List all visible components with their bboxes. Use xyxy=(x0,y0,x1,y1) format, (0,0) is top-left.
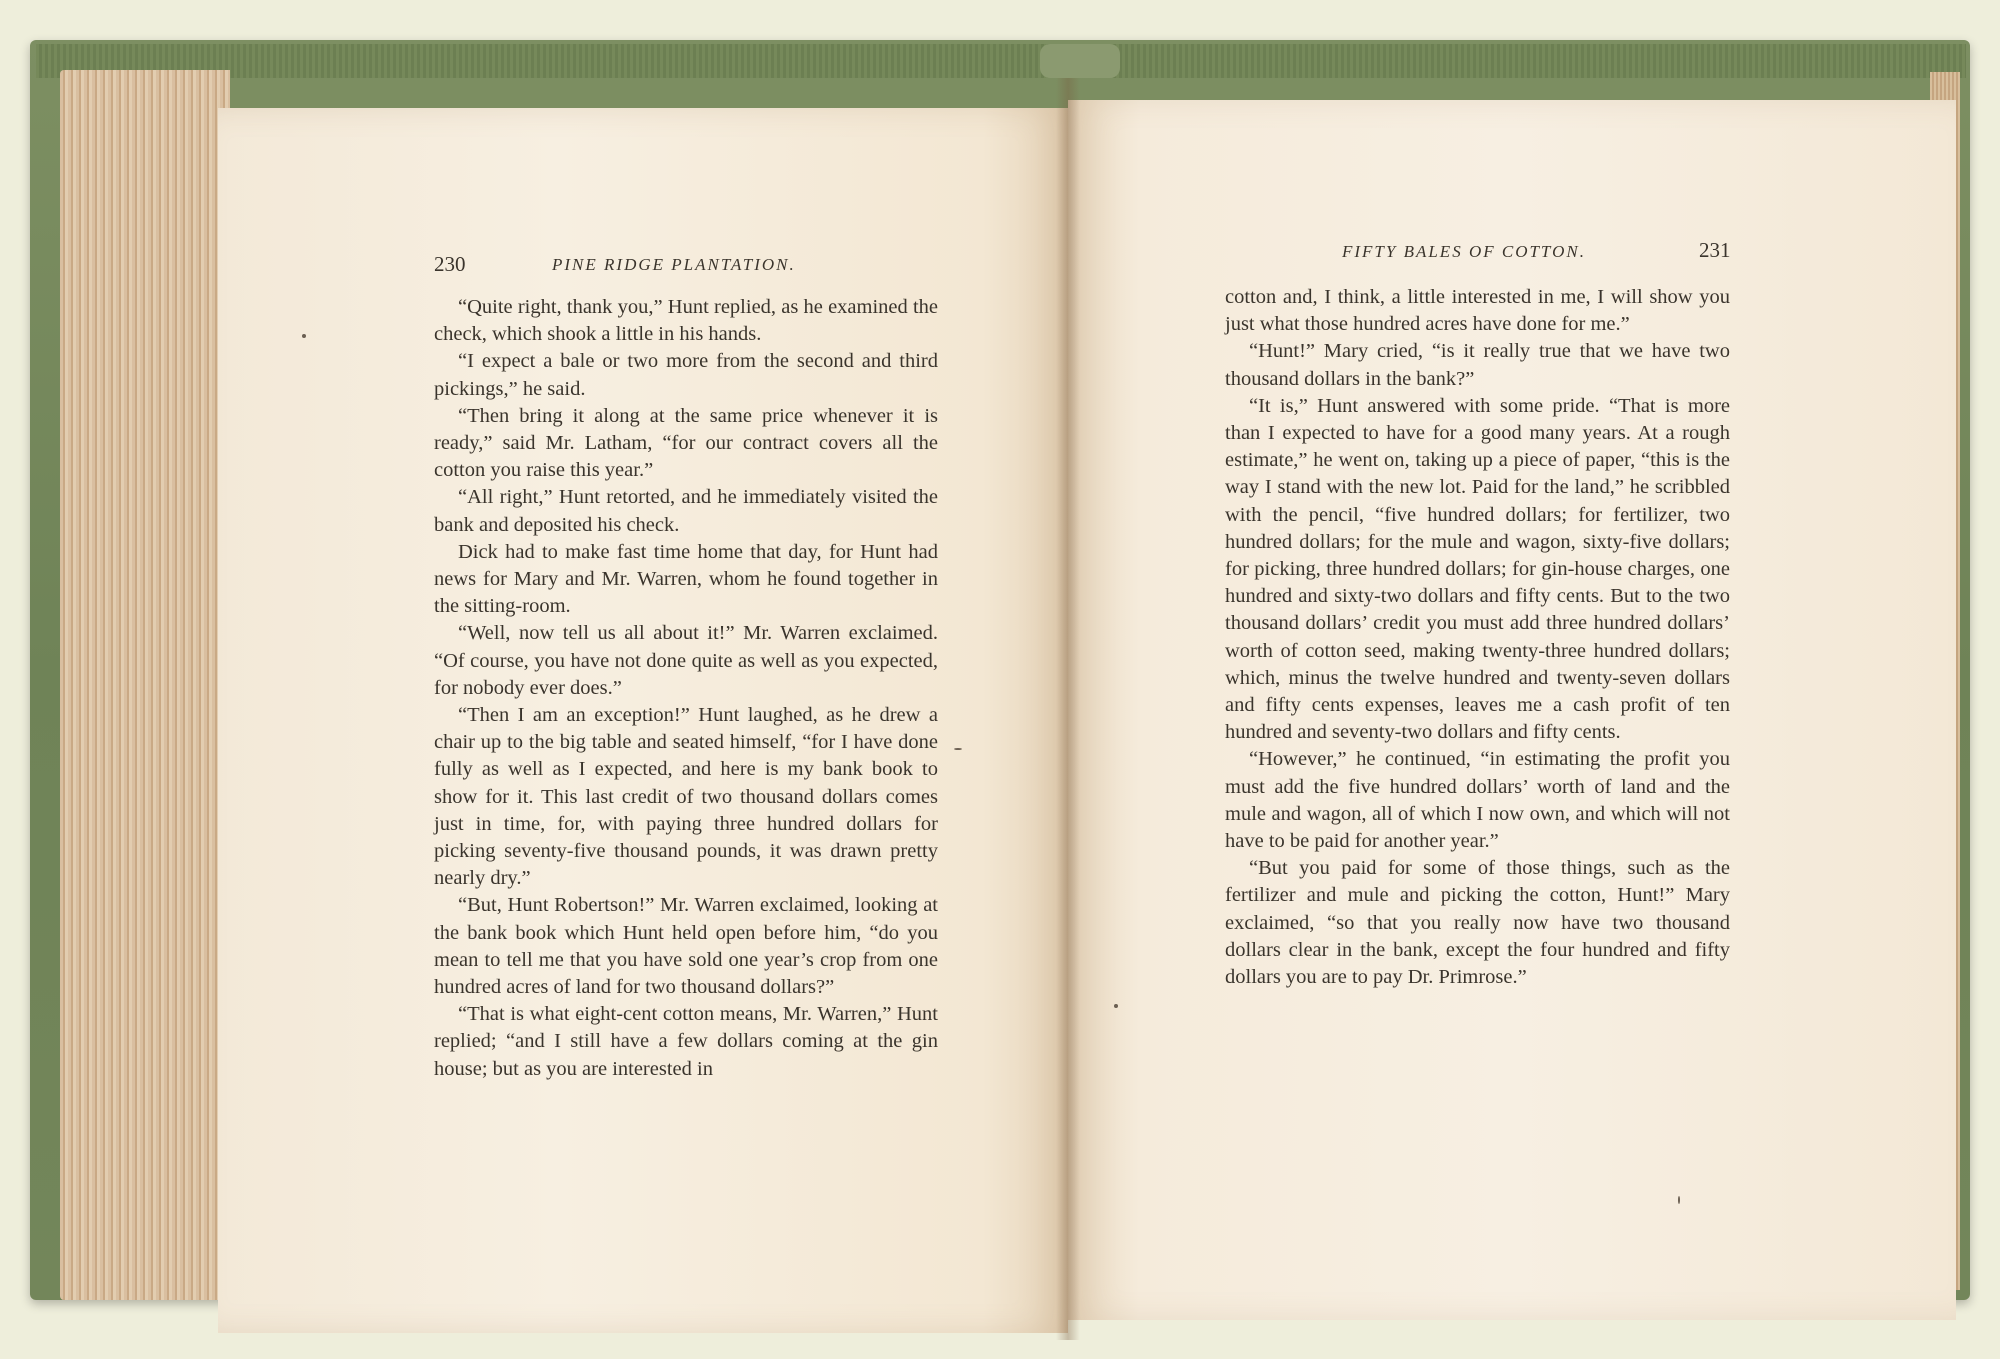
paragraph: “Hunt!” Mary cried, “is it really true that we have two thousand dollars in the bank?” xyxy=(1225,340,1730,390)
paragraph: “I expect a bale or two more from the second and third pickings,” he said. xyxy=(434,350,938,400)
cover-cloth-top xyxy=(36,44,1966,78)
book-gutter xyxy=(1056,60,1080,1340)
paragraph: “But, Hunt Robertson!” Mr. Warren exclaimed, looking at the bank book which Hunt held open before him, “do you mean to tell me that you have sold one year’s crop from one hundred acres of land for two thousand dollars?” xyxy=(434,894,938,999)
paragraph: “It is,” Hunt answered with some pride. “That is more than I expected to have for a good many years. At a rough estimate,” he went on, taking up a piece of paper, “this is the way I stand with the new lot. Paid for the land,” he scribbled with the pencil, “five hundred dollars; for fertilizer, two hundred dollars; for the mule and wagon, sixty-five dollars; for picking, three hundred dollars; for gin-house charges, one hundred and sixty-two dollars and fifty cents. But to the two thousand dollars’ credit you must add three hundred dollars’ worth of cotton seed, making twenty-three hundred dollars; which, minus the twelve hundred and twenty-seven dollars and fifty cents expenses, leaves me a cash profit of ten hundred and seventy-two dollars and fifty cents. xyxy=(1225,394,1730,744)
left-running-head: PINE RIDGE PLANTATION. xyxy=(552,255,796,274)
paper-speck xyxy=(954,748,962,750)
left-page-edges xyxy=(60,70,230,1300)
paragraph: “That is what eight-cent cotton means, Mr. Warren,” Hunt replied; “and I still have a few dollars coming at the gin house; but as you are interested in xyxy=(434,1003,938,1080)
left-page-body xyxy=(434,294,938,1083)
right-page-body xyxy=(1225,284,1730,991)
right-running-head: FIFTY BALES OF COTTON. xyxy=(1342,242,1586,261)
paragraph: “Then I am an exception!” Hunt laughed, as he drew a chair up to the big table and seated himself, “for I have done fully as well as I expected, and here is my bank book to show for it. This last credit of two thousand dollars comes just in time, for, with paying three hundred dollars for picking seventy-five thousand pounds, it was drawn pretty nearly dry.” xyxy=(434,704,938,890)
paragraph: Dick had to make fast time home that day, for Hunt had news for Mary and Mr. Warren, whom he found together in the sitting-room. xyxy=(434,540,938,618)
paragraph: “Quite right, thank you,” Hunt replied, as he examined the check, which shook a little in his hands. xyxy=(434,296,938,346)
left-page-number: 230 xyxy=(434,252,466,276)
right-page-number: 231 xyxy=(1699,238,1731,262)
paragraph-continuation: cotton and, I think, a little interested in me, I will show you just what those hundred acres have done for me.” xyxy=(1225,286,1730,336)
spine-top xyxy=(1040,44,1120,78)
paragraph: “But you paid for some of those things, such as the fertilizer and mule and picking the cotton, Hunt!” Mary exclaimed, “so that you really now have two thousand dollars clear in the bank, except the four hundred and fifty dollars you are to pay Dr. Primrose.” xyxy=(1225,857,1730,989)
paper-speck xyxy=(1114,1004,1118,1008)
paper-speck xyxy=(1678,1196,1680,1204)
paragraph: “Well, now tell us all about it!” Mr. Warren exclaimed. “Of course, you have not done quite as well as you expected, for nobody ever does.” xyxy=(434,622,938,699)
paragraph: “Then bring it along at the same price whenever it is ready,” said Mr. Latham, “for our contract covers all the cotton you raise this year.” xyxy=(434,404,938,482)
paragraph: “However,” he continued, “in estimating the profit you must add the five hundred dollars’ worth of land and the mule and wagon, all of which I now own, and which will not have to be paid for another year.” xyxy=(1225,748,1730,853)
paragraph: “All right,” Hunt retorted, and he immediately visited the bank and deposited his check. xyxy=(434,486,938,536)
paper-speck xyxy=(302,334,306,338)
